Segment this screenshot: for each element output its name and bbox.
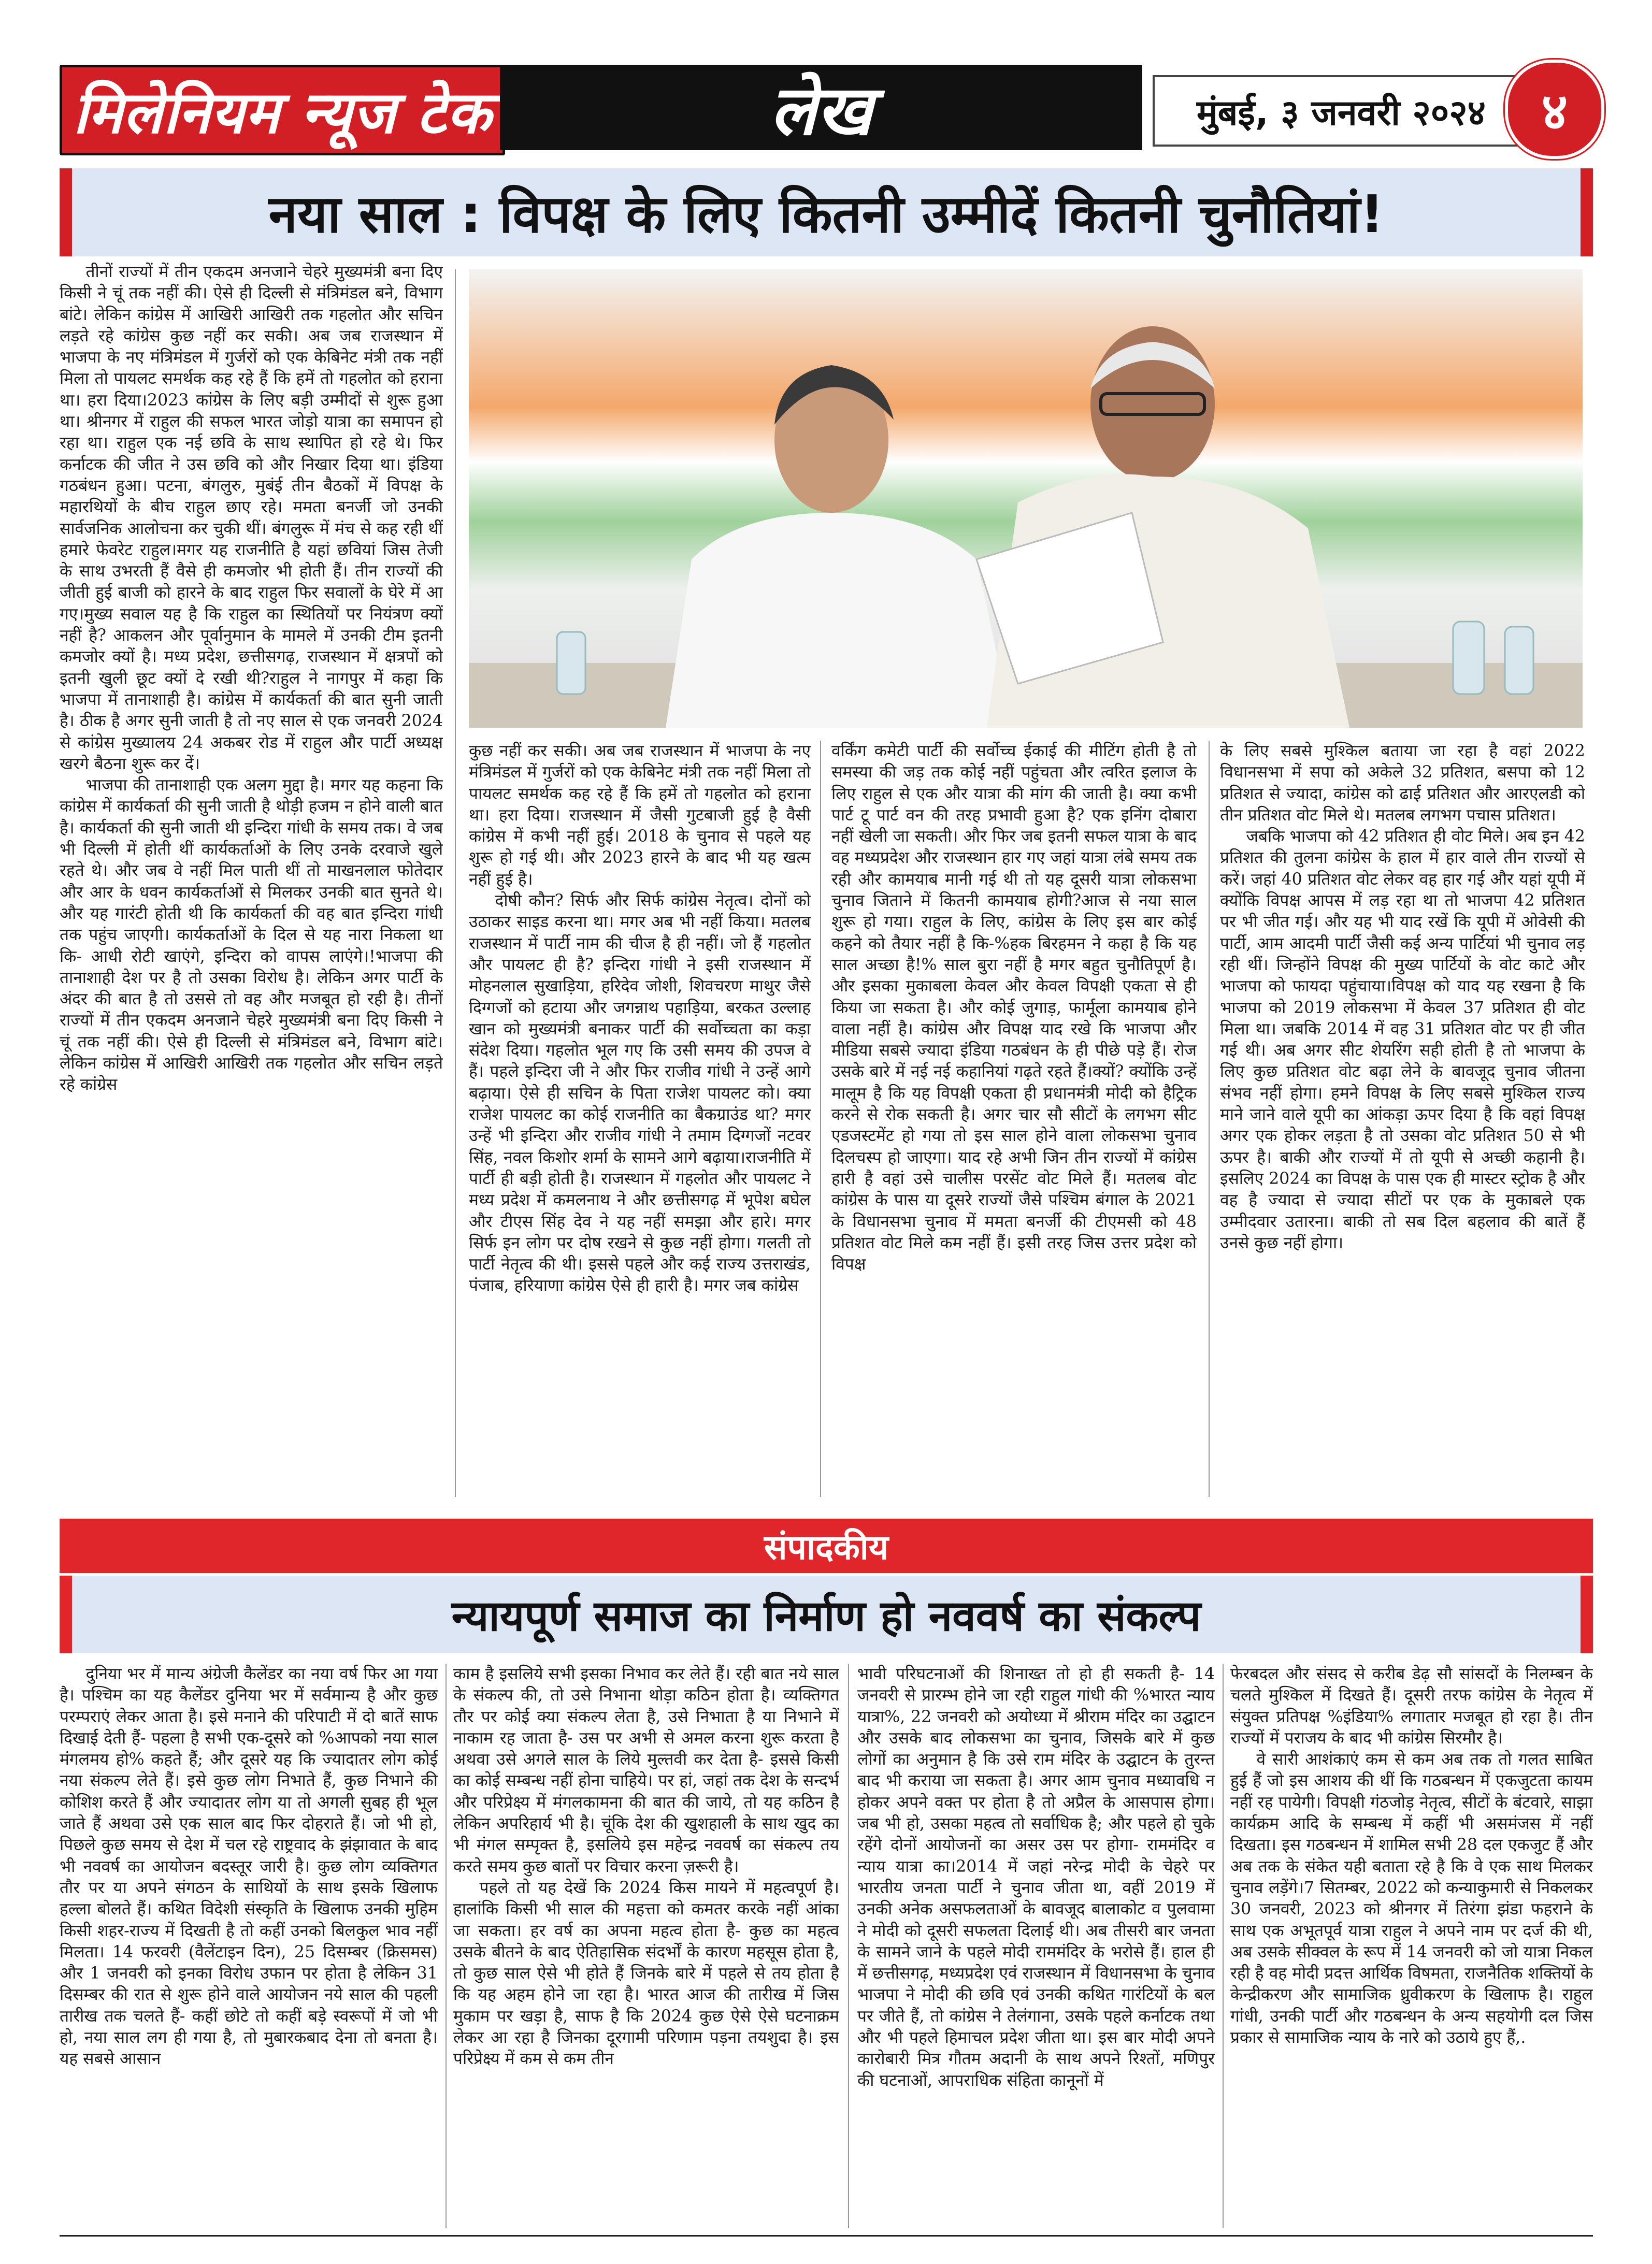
article-column-3: [831, 741, 1197, 1497]
article-column-1: [60, 262, 443, 1497]
editorial-column-4: [1230, 1664, 1593, 2228]
column-divider: [848, 1664, 849, 2228]
editorial-paragraph: काम है इसलिये सभी इसका निभाव कर लेते हैं। रही बात नये साल के संकल्प की, तो उसे निभाना थोड़ा कठिन होता है। व्यक्तिगत तौर पर कोई क्या संकल्प लेता है, उसे निभाता है या निभाने में नाकाम रह जाता है- उस पर अभी से अमल करना शुरू करता है अथवा उसे अगले साल के लिये मुल्तवी कर देता है- इससे किसी का कोई सम्बन्ध नहीं होना चाहिये। पर हां, जहां तक देश के सन्दर्भ और परिप्रेक्ष्य में मंगलकामना की बात की जाये, तो यह कठिन है लेकिन अपरिहार्य भी है। चूंकि देश की खुशहाली के साथ खुद का भी मंगल सम्पृक्त है, इसलिये इस महेन्द्र नववर्ष का संकल्प तय करते समय कुछ बातों पर विचार करना ज़रूरी है।: [453, 1665, 839, 1876]
photo-illustration: [469, 269, 1583, 728]
article-paragraph: भाजपा की तानाशाही एक अलग मुद्दा है। मगर यह कहना कि कांग्रेस में कार्यकर्ता की सुनी जाती है थोड़ी हजम न होने वाली बात है। कार्यकर्ता की सुनी जाती थी इन्दिरा गांधी के समय तक। वे जब भी दिल्ली में होती थीं कार्यकर्ताओं के लिए उनके दरवाजे खुले रहते थे। और जब वे नहीं मिल पाती थीं तो माखनलाल फोतेदार और आर के धवन कार्यकर्ताओं से मिलकर उनकी बात सुनते थे। और यह गारंटी होती थी कि कार्यकर्ता की वह बात इन्दिरा गांधी तक पहुंच जाएगी। कार्यकर्ताओं के दिल से यह नारा निकला था कि- आधी रोटी खाएंगे, इन्दिरा को वापस लाएंगे।!भाजपा की तानाशाही देश पर है तो उसका विरोध है। लेकिन अगर पार्टी के अंदर की बात है तो उससे तो वह और मजबूत हो रही है। तीनों राज्यों में तीन एकदम अनजाने चेहरे मुख्यमंत्री बना दिए किसी ने चूं तक नहीं की। ऐसे ही दिल्ली से मंत्रिमंडल बने, विभाग बांटे। लेकिन कांग्रेस में आखिरी आखिरी तक गहलोत और सचिन लड़ते रहे कांग्रेस: [60, 776, 443, 1094]
newspaper-title-block: [60, 65, 505, 155]
bottom-rule: [60, 2235, 1593, 2237]
column-divider: [446, 1664, 447, 2228]
article-paragraph: दोषी कौन? सिर्फ और सिर्फ कांग्रेस नेतृत्व। दोनों को उठाकर साइड करना था। मगर अब भी नहीं किया। मतलब राजस्थान में पार्टी नाम की चीज है ही नहीं। जो हैं गहलोत और पायलट ही है? इन्दिरा गांधी ने इसी राजस्थान में मोहनलाल सुखाड़िया, हरिदेव जोशी, शिवचरण माथुर जैसे दिग्गजों को हटाया और जगन्नाथ पहाड़िया, बरकत उल्लाह खान को मुख्यमंत्री बनाकर पार्टी की सर्वोच्चता का कड़ा संदेश दिया। गहलोत भूल गए कि उसी समय की उपज वे हैं। पहले इन्दिरा जी ने और फिर राजीव गांधी ने उन्हें आगे बढ़ाया। ऐसे ही सचिन के पिता राजेश पायलट को। क्या राजेश पायलट का कोई राजनीति का बैकग्राउंड था? मगर उन्हें भी इन्दिरा और राजीव गांधी ने तमाम दिग्गजों नटवर सिंह, नवल किशोर शर्मा के सामने आगे बढ़ाया।राजनीति में पार्टी ही बड़ी होती है। राजस्थान में गहलोत और पायलट ने मध्य प्रदेश में कमलनाथ ने और छत्तीसगढ़ में भूपेश बघेल और टीएस सिंह देव ने यह नहीं समझा और हारे। मगर सिर्फ इन लोग पर दोष रखने से कुछ नहीं होगा। गलती तो पार्टी नेतृत्व की थी। इससे पहले और कई राज्य उत्तराखंड, पंजाब, हरियाणा कांग्रेस ऐसे ही हारी है। मगर जब कांग्रेस: [469, 891, 811, 1295]
editorial-paragraph: पहले तो यह देखें कि 2024 किस मायने में महत्वपूर्ण है। हालांकि किसी भी साल की महत्ता को कमतर करके नहीं आंका जा सकता। हर वर्ष का अपना महत्व होता है- कुछ का महत्व उसके बीतने के बाद ऐतिहासिक संदर्भों के कारण महसूस होता है, तो कुछ साल ऐसे भी होते हैं जिनके बारे में पहले से तय होता है कि यह अहम होने जा रहा है। भारत आज की तारीख में जिस मुकाम पर खड़ा है, साफ है कि 2024 कुछ ऐसे ऐसे घटनाक्रम लेकर आ रहा है जिनका दूरगामी परिणाम पड़ना तयशुदा है। इस परिप्रेक्ष्य में कम से कम तीन: [453, 1878, 839, 2069]
article-paragraph: कुछ नहीं कर सकी। अब जब राजस्थान में भाजपा के नए मंत्रिमंडल में गुर्जरों को एक केबिनेट मंत्री तक नहीं मिला तो पायलट समर्थक कह रहे हैं कि हमें तो गहलोत को हराना था। हरा दिया। राजस्थान में जैसी गुटबाजी हुई है वैसी कांग्रेस में कभी नहीं हुई। 2018 के चुनाव से पहले यह शुरू हो गई थी। और 2023 हारने के बाद भी यह खत्म नहीं हुई है।: [469, 742, 811, 889]
editorial-column-3: [857, 1664, 1215, 2228]
section-banner: [500, 65, 1142, 150]
editorial-column-2: [453, 1664, 839, 2228]
article-paragraph: वर्किंग कमेटी पार्टी की सर्वोच्च ईकाई की मीटिंग होती है तो समस्या की जड़ तक कोई नहीं पहुंचता और त्वरित इलाज के लिए राहुल से एक और यात्रा की मांग की जाती है। क्या कभी पार्ट टू पार्ट वन की तरह प्रभावी हुआ है? एक इनिंग दोबारा नहीं खेली जा सकती। और फिर जब इतनी सफल यात्रा के बाद वह मध्यप्रदेश और राजस्थान हार गए जहां यात्रा लंबे समय तक रही और कामयाब मानी गई थी तो यह दूसरी यात्रा लोकसभा चुनाव जिताने में कितनी कामयाब होगी?आज से नया साल शुरू हो गया। राहुल के लिए, कांग्रेस के लिए इस बार कोई कहने को तैयार नहीं है कि-%हक बिरहमन ने कहा है कि यह साल अच्छा है!% साल बुरा नहीं है मगर बहुत चुनौतिपूर्ण है। और इसका मुकाबला केवल और केवल विपक्षी एकता से ही किया जा सकता है। और कोई जुगाड़, फार्मूला कामयाब होने वाला नहीं है। कांग्रेस और विपक्ष याद रखे कि भाजपा और मीडिया सबसे ज्यादा इंडिया गठबंधन के ही पीछे पड़े हैं। रोज उसके बारे में नई नई कहानियां गढ़ते रहते हैं।क्यों? क्योंकि उन्हें मालूम है कि यह विपक्षी एकता ही प्रधानमंत्री मोदी को हैट्रिक करने से रोक सकती है। अगर चार सौ सीटों के लगभग सीट एडजस्टमेंट हो गया तो इस साल होने वाला लोकसभा चुनाव दिलचस्प हो जाएगा। याद रहे अभी जिन तीन राज्यों में कांग्रेस हारी है वहां उसे चालीस परसेंट वोट मिले हैं। मतलब वोट कांग्रेस के पास या दूसरे राज्यों जैसे पश्चिम बंगाल के 2021 के विधानसभा चुनाव में ममता बनर्जी की टीएमसी को 48 प्रतिशत वोट मिले कम नहीं हैं। इसी तरह जिस उत्तर प्रदेश को विपक्ष: [831, 742, 1197, 1274]
water-bottle: [557, 632, 585, 694]
editorial-paragraph: वे सारी आशंकाएं कम से कम अब तक तो गलत साबित हुई हैं जो इस आशय की थीं कि गठबन्धन में एकजुटता कायम नहीं रह पायेगी। विपक्षी गंठजोड़ नेतृत्व, सीटों के बंटवारे, साझा कार्यक्रम आदि के सम्बन्ध में कहीं भी असमंजस में नहीं दिखता। इस गठबन्धन में शामिल सभी 28 दल एकजुट हैं और अब तक के संकेत यही बताता रहे है कि वे एक साथ मिलकर चुनाव लड़ेंगे।7 सितम्बर, 2022 को कन्याकुमारी से निकलकर 30 जनवरी, 2023 को श्रीनगर में तिरंगा झंडा फहराने के साथ एक अभूतपूर्व यात्रा राहुल ने अपने नाम पर दर्ज की थी, अब उसके सीक्वल के रूप में 14 जनवरी को जो यात्रा निकल रही है वह मोदी प्रदत्त आर्थिक विषमता, राजनैतिक शक्तियों के केन्द्रीकरण और सामाजिक ध्रुवीकरण के खिलाफ है। राहुल गांधी, उनकी पार्टी और गठबन्धन के अन्य सहयोगी दल जिस प्रकार से सामाजिक न्याय के नारे को उठाये हुए हैं,.: [1230, 1750, 1593, 2047]
column-divider: [820, 741, 821, 1497]
newspaper-title: मिलेनियम न्यूज टेक: [73, 79, 492, 147]
column-divider: [1223, 1664, 1224, 2228]
editorial-paragraph: फेरबदल और संसद से करीब डेढ़ सौ सांसदों के निलम्बन के चलते मुश्किल में दिखते हैं। दूसरी तरफ कांग्रेस के नेतृत्व में संयुक्त प्रतिपक्ष %इंडिया% लगातार मजबूत हो रहा है। तीन राज्यों में पराजय के बाद भी कांग्रेस सिरमौर है।: [1230, 1665, 1593, 1748]
column-divider: [455, 269, 456, 1497]
water-bottle: [1505, 627, 1533, 694]
editorial-label-bar: [60, 1519, 1593, 1573]
editorial-paragraph: दुनिया भर में मान्य अंग्रेजी कैलेंडर का नया वर्ष फिर आ गया है। पश्चिम का यह कैलेंडर दुनिया भर में सर्वमान्य है और कुछ परम्पराएं लेकर आता है। इसे मनाने की परिपाटी में दो बातें साफ दिखाई देती हैं- पहला है सभी एक-दूसरे को %आपको नया साल मंगलमय हो% कहते हैं; और दूसरे यह कि ज्यादातर लोग कोई नया संकल्प लेते हैं। इसे कुछ लोग निभाते हैं, कुछ निभाने की कोशिश करते हैं और ज्यादातर लोग या तो अगली सुबह ही भूल जाते हैं अथवा उसे एक साल बाद फिर दोहराते हैं। जो भी हो, पिछले कुछ समय से देश में चल रहे राष्ट्रवाद के झंझावात के बाद भी नववर्ष का आयोजन बदस्तूर जारी है। कुछ लोग व्यक्तिगत तौर पर या अपने संगठन के साथियों के साथ इसके खिलाफ हल्ला बोलते हैं। कथित विदेशी संस्कृति के खिलाफ उनकी मुहिम किसी शहर-राज्य में दिखती है तो कहीं उनको बिलकुल भाव नहीं मिलता। 14 फरवरी (वैलेंटाइन दिन), 25 दिसम्बर (क्रिसमस) और 1 जनवरी को इनका विरोध उफान पर होता है लेकिन 31 दिसम्बर की रात से शुरू होने वाले आयोजन नये साल की पहली तारीख तक चलते हैं- कहीं छोटे तो कहीं बड़े स्वरूपों में जो भी हो, नया साल लग ही गया है, तो मुबारकबाद देना तो बनता है। यह सबसे आसान: [60, 1665, 438, 2069]
column-divider: [1209, 741, 1210, 1497]
page-number: ४: [1541, 82, 1568, 141]
dateline-box: [1153, 75, 1530, 147]
editorial-headline: न्यायपूर्ण समाज का निर्माण हो नववर्ष का संकल्प: [451, 1592, 1201, 1641]
section-name: लेख: [770, 70, 872, 151]
editorial-label: संपादकीय: [764, 1527, 889, 1567]
editorial-column-1: [60, 1664, 438, 2228]
editorial-paragraph: भावी परिघटनाओं की शिनाख्त तो हो ही सकती है- 14 जनवरी से प्रारम्भ होने जा रही राहुल गांधी की %भारत न्याय यात्रा%, 22 जनवरी को अयोध्या में श्रीराम मंदिर का उद्घाटन और उसके बाद लोकसभा का चुनाव, जिसके बारे में कुछ लोगों का अनुमान है कि उसे राम मंदिर के उद्घाटन के तुरन्त बाद भी कराया जा सकता है। अगर आम चुनाव मध्यावधि न होकर अपने वक्त पर होता है तो अप्रैल के आसपास होगा। जब भी हो, उसका महत्व तो सर्वाधिक है; और पहले हो चुके रहेंगे दोनों आयोजनों का असर उस पर होगा- राममंदिर व न्याय यात्रा का।2014 में जहां नरेन्द्र मोदी के चेहरे पर भारतीय जनता पार्टी ने चुनाव जीता था, वहीं 2019 में उनकी अनेक असफलताओं के बावजूद बालाकोट व पुलवामा ने मोदी को दूसरी सफलता दिलाई थी। अब तीसरी बार जनता के सामने जाने के पहले मोदी राममंदिर के भरोसे हैं। हाल ही में छत्तीसगढ़, मध्यप्रदेश एवं राजस्थान में विधानसभा के चुनाव भाजपा ने मोदी की छवि एवं उनकी कथित गारंटियों के बल पर जीते हैं, तो कांग्रेस ने तेलंगाना, उसके पहले कर्नाटक तथा और भी पहले हिमाचल प्रदेश जीता था। इस बार मोदी अपने कारोबारी मित्र गौतम अदानी के साथ अपने रिश्तों, मणिपुर की घटनाओं, आपराधिक संहिता कानूनों में: [857, 1665, 1215, 2090]
article-paragraph: तीनों राज्यों में तीन एकदम अनजाने चेहरे मुख्यमंत्री बना दिए किसी ने चूं तक नहीं की। ऐसे ही दिल्ली से मंत्रिमंडल बने, विभाग बांटे। लेकिन कांग्रेस में आखिरी आखिरी तक गहलोत और सचिन लड़ते रहे कांग्रेस कुछ नहीं कर सकी। अब जब राजस्थान में भाजपा के नए मंत्रिमंडल में गुर्जरों को एक केबिनेट मंत्री तक नहीं मिला तो पायलट समर्थक कह रहे हैं कि हमें तो गहलोत को हराना था। हरा दिया।2023 कांग्रेस के लिए बड़ी उम्मीदों से शुरू हुआ था। श्रीनगर में राहुल की सफल भारत जोड़ो यात्रा का समापन हो रहा था। राहुल एक नई छवि के साथ स्थापित हो रहे थे। फिर कर्नाटक की जीत ने उस छवि को और निखार दिया था। इंडिया गठबंधन हुआ। पटना, बंगलुरु, मुबंई तीन बैठकों में विपक्ष के महारथियों के बीच राहुल छाए रहे। ममता बनर्जी जो उनकी सार्वजनिक आलोचना कर चुकी थीं। बंगलुरू में मंच से कह रही थीं हमारे फेवरेट राहुल।मगर यह राजनीति है यहां छवियां जिस तेजी के साथ उभरती हैं वैसे ही कमजोर भी होती हैं। तीन राज्यों की जीती हुई बाजी को हारने के बाद राहुल फिर सवालों के घेरे में आ गए।मुख्य सवाल यह है कि राहुल का स्थितियों पर नियंत्रण क्यों नहीं है? आकलन और पूर्वानुमान के मामले में उनकी टीम इतनी कमजोर क्यों है। मध्य प्रदेश, छत्तीसगढ़, राजस्थान में क्षत्रपों को इतनी खुली छूट क्यों दे रखी थी?राहुल ने नागपुर में कहा कि भाजपा में तानाशाही है। कांग्रेस में कार्यकर्ता की बात सुनी जाती है। ठीक है अगर सुनी जाती है तो नए साल से एक जनवरी 2024 से कांग्रेस मुख्यालय 24 अकबर रोड में राहुल और पार्टी अध्यक्ष खरगे बैठना शुरू कर दें।: [60, 263, 443, 773]
article-column-4: [1220, 741, 1585, 1497]
article-paragraph: के लिए सबसे मुश्किल बताया जा रहा है वहां 2022 विधानसभा में सपा को अकेले 32 प्रतिशत, बसपा को 12 प्रतिशत से ज्यादा, कांग्रेस को ढाई प्रतिशत और आरएलडी को तीन प्रतिशत वोट मिले थे। मतलब लगभग पचास प्रतिशत।: [1220, 742, 1585, 825]
water-bottle: [1453, 622, 1484, 694]
article-photo: [469, 269, 1583, 728]
masthead: [60, 60, 1593, 158]
article-headline-bar: [60, 168, 1593, 256]
article-headline: नया साल : विपक्ष के लिए कितनी उम्मीदें कितनी चुनौतियां!: [268, 184, 1384, 244]
dateline: मुंबई, ३ जनवरी २०२४: [1197, 92, 1486, 134]
page-number-badge: [1505, 60, 1604, 159]
article-column-2: [469, 741, 811, 1497]
article-paragraph: जबकि भाजपा को 42 प्रतिशत ही वोट मिले। अब इन 42 प्रतिशत की तुलना कांग्रेस के हाल में हार वाले तीन राज्यों से करें। जहां 40 प्रतिशत वोट लेकर वह हार गई और यहां यूपी में क्योंकि विपक्ष आपस में लड़ रहा था तो भाजपा 42 प्रतिशत पर भी जीत गई। और यह भी याद रखें कि यूपी में ओवेसी की पार्टी, आम आदमी पार्टी जैसी कई अन्य पार्टियां भी चुनाव लड़ रही थीं। जिन्होंने विपक्ष की मुख्य पार्टियों के वोट काटे और भाजपा को फायदा पहुंचाया।विपक्ष को याद यह रखना है कि भाजपा को 2019 लोकसभा में केवल 37 प्रतिशत ही वोट मिला था। जबकि 2014 में वह 31 प्रतिशत वोट पर ही जीत गई थी। अब अगर सीट शेयरिंग सही होती है तो भाजपा के लिए कुछ प्रतिशत वोट बढ़ा लेने के बावजूद चुनाव जीतना संभव नहीं होगा। हमने विपक्ष के लिए सबसे मुश्किल राज्य माने जाने वाले यूपी का आंकड़ा ऊपर दिया है कि वहां विपक्ष अगर एक होकर लड़ता है तो उसका वोट प्रतिशत 50 से भी ऊपर है। बाकी और राज्यों में तो यूपी से अच्छी कहानी है।इसलिए 2024 का विपक्ष के पास एक ही मास्टर स्ट्रोक है और वह है ज्यादा से ज्यादा सीटों पर एक के मुकाबले एक उम्मीदवार उतारना। बाकी तो सब दिल बहलाव की बातें हैं उनसे कुछ नहीं होगा।: [1220, 827, 1585, 1252]
editorial-headline-bar: [60, 1576, 1593, 1653]
